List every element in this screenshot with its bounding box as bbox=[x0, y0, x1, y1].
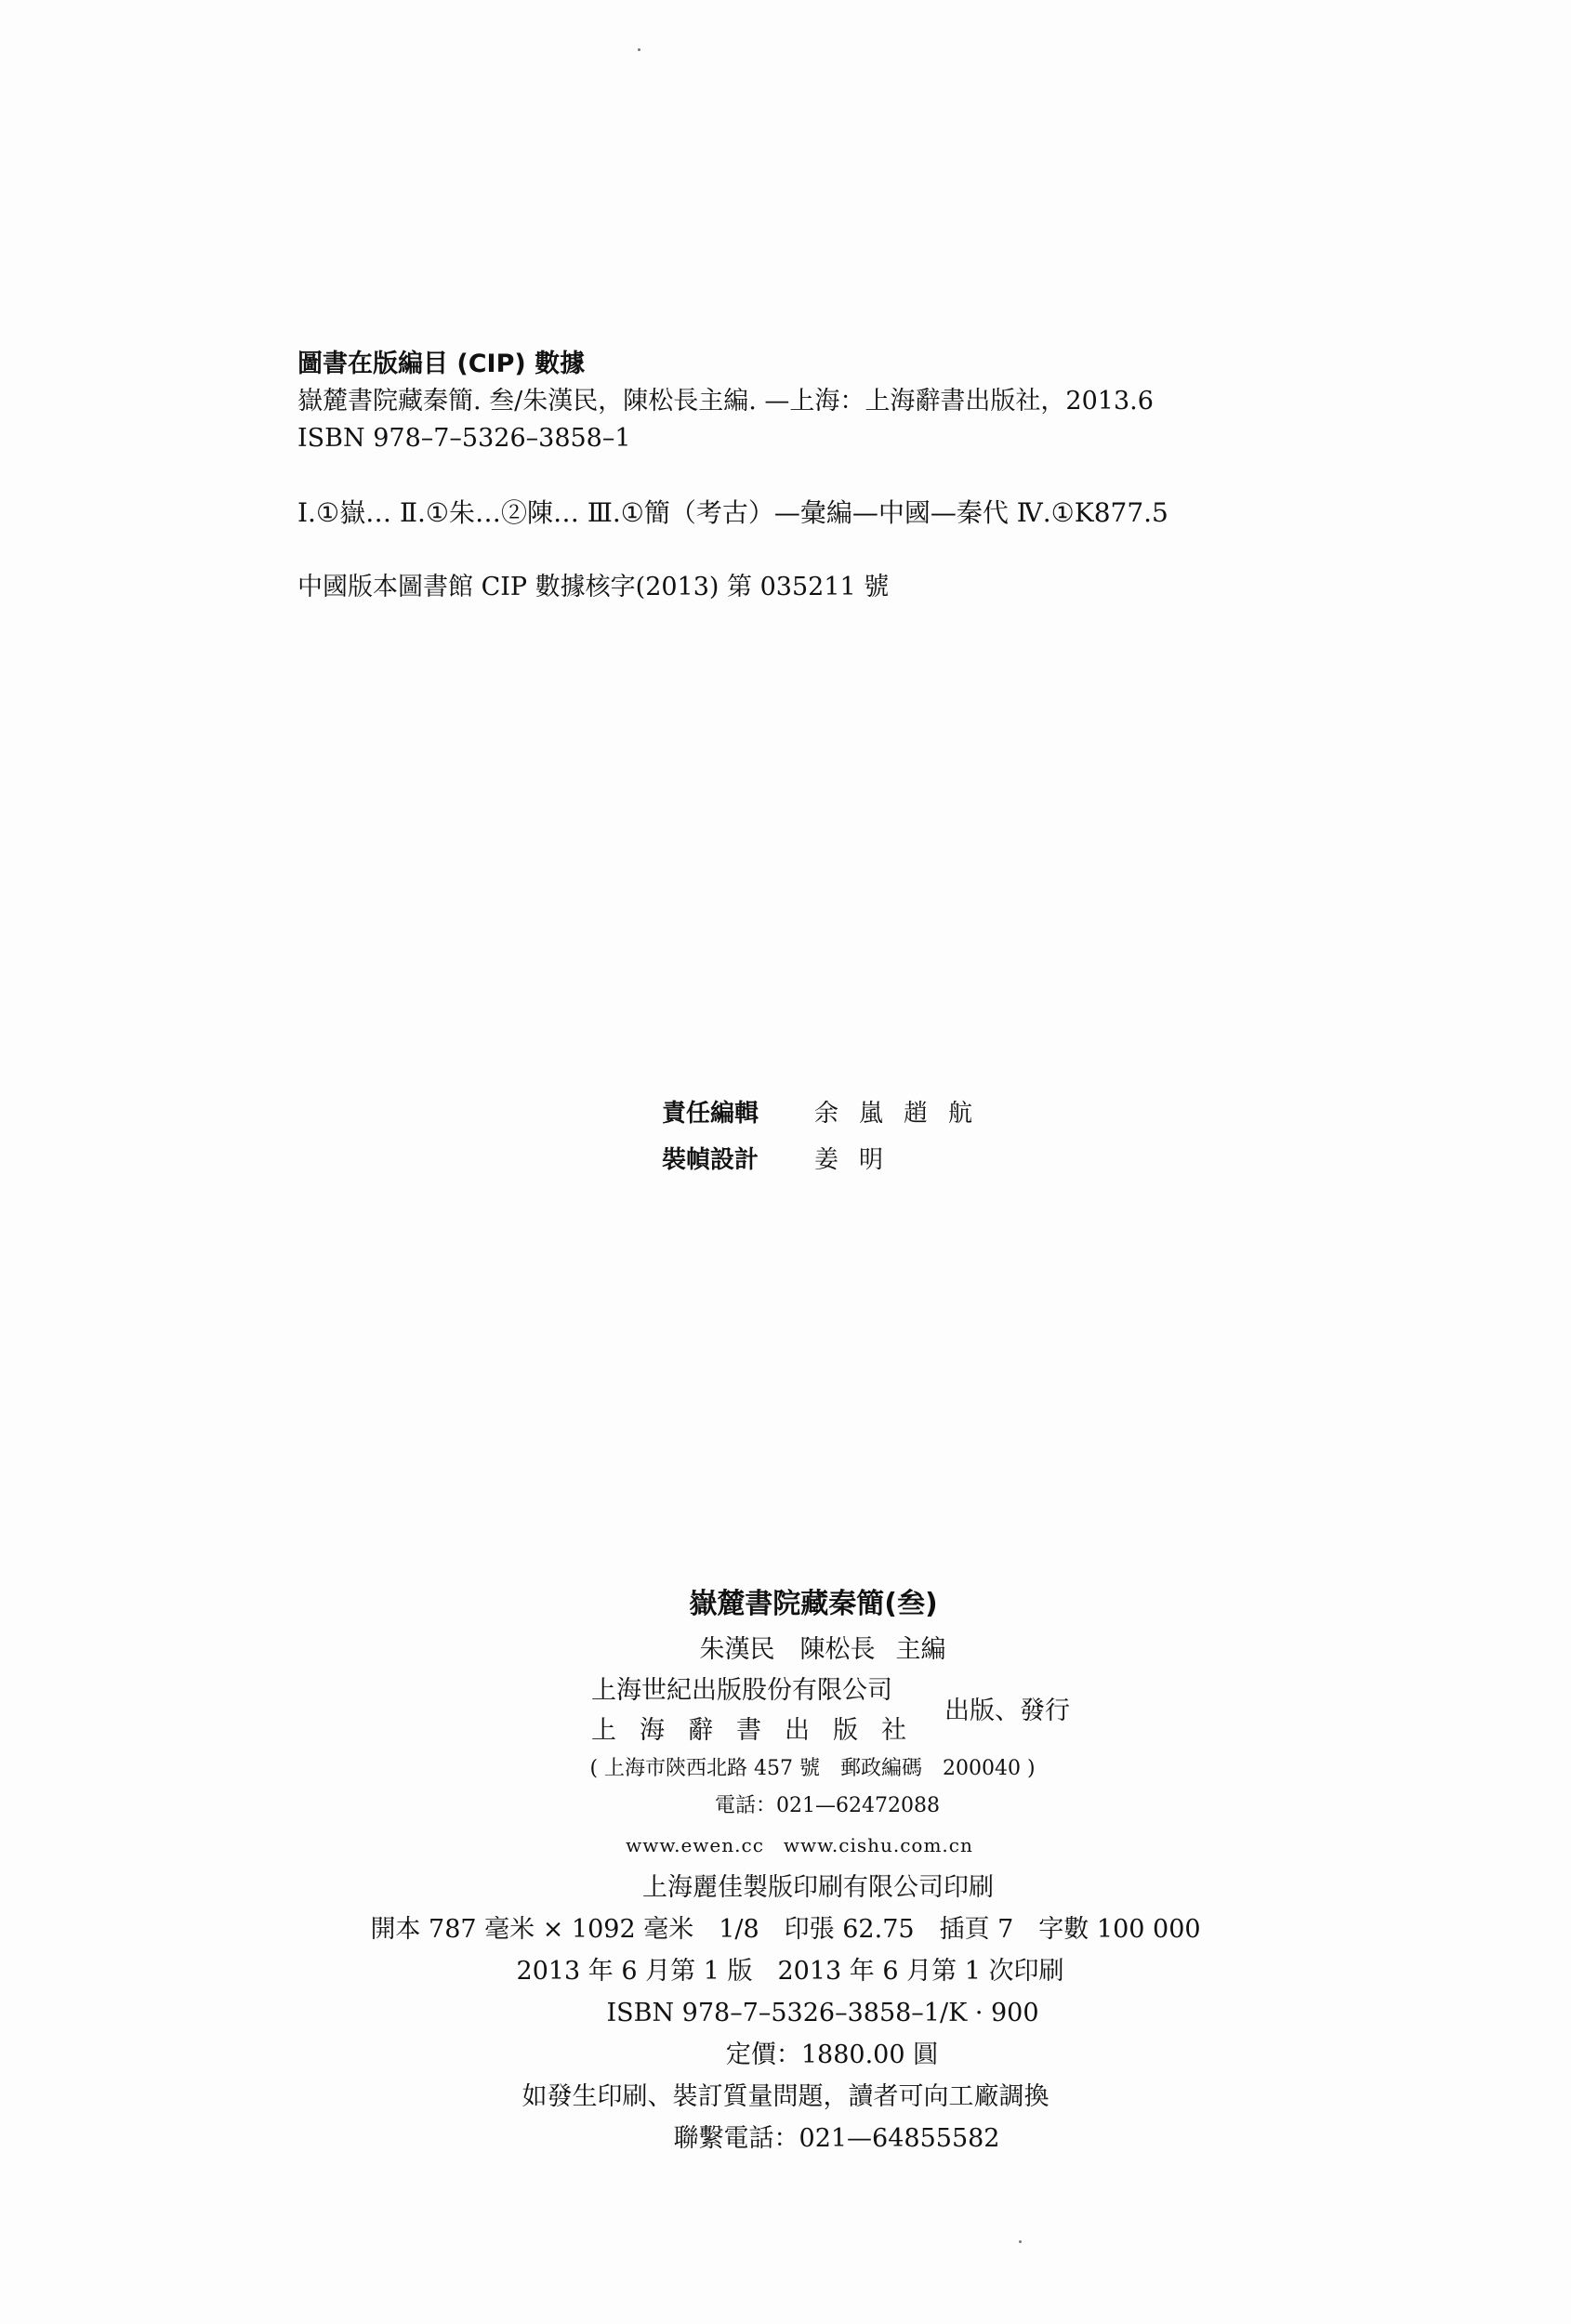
contact-phone: 聯繫電話：021—64855582 bbox=[673, 2124, 1000, 2153]
printer-line: 上海麗佳製版印刷有限公司印刷 bbox=[642, 1873, 994, 1902]
cip-heading: 圖書在版編目 (CIP) 數據 bbox=[297, 350, 586, 378]
staff-credits bbox=[662, 1088, 993, 1181]
publisher-websites: www.ewen.cc www.cishu.com.cn bbox=[626, 1834, 973, 1856]
colophon-title: 嶽麓書院藏秦簡(叁) bbox=[689, 1588, 938, 1620]
publisher-name-1: 上海世紀出版股份有限公司 bbox=[591, 1676, 892, 1705]
scan-speck bbox=[638, 48, 640, 51]
colophon-isbn: ISBN 978–7–5326–3858–1/K · 900 bbox=[606, 1999, 1039, 2027]
cip-subject-line: Ⅰ.①嶽… Ⅱ.①朱…②陳… Ⅲ.①簡（考古）—彙編—中國—秦代 Ⅳ.①K877.5 bbox=[297, 497, 1168, 528]
cip-block bbox=[297, 346, 1506, 606]
format-line: 開本 787 毫米 × 1092 毫米 1/8 印張 62.75 插頁 7 字數 100 000 bbox=[370, 1915, 1201, 1944]
designer-names: 姜明 bbox=[814, 1145, 904, 1174]
cip-isbn-line: ISBN 978–7–5326–3858–1 bbox=[297, 424, 631, 453]
staff-row-designer bbox=[662, 1134, 993, 1181]
editor-role-label: 責任編輯 bbox=[662, 1099, 759, 1128]
staff-row-editors bbox=[662, 1088, 993, 1134]
cip-approval-line: 中國版本圖書館 CIP 數據核字(2013) 第 035211 號 bbox=[297, 573, 890, 601]
colophon bbox=[0, 1580, 1571, 2159]
editor-names: 余嵐趙航 bbox=[814, 1099, 994, 1128]
price-line: 定價：1880.00 圓 bbox=[725, 2040, 939, 2069]
edition-line: 2013 年 6 月第 1 版 2013 年 6 月第 1 次印刷 bbox=[516, 1957, 1064, 1986]
scan-speck bbox=[1019, 2240, 1022, 2243]
publisher-phone: 電話：021—62472088 bbox=[715, 1794, 940, 1817]
colophon-editors-role: 主編 bbox=[895, 1635, 946, 1664]
colophon-editors-line bbox=[0, 1629, 1571, 1670]
publisher-block bbox=[0, 1670, 1571, 1750]
publisher-address: ( 上海市陝西北路 457 號 郵政編碼 200040 ) bbox=[589, 1757, 1036, 1780]
cip-record-line: 嶽麓書院藏秦簡. 叁/朱漢民，陳松長主編. —上海：上海辭書出版社，2013.6 bbox=[297, 387, 1154, 416]
quality-notice: 如發生印刷、裝訂質量問題，讀者可向工廠調換 bbox=[521, 2082, 1050, 2111]
publisher-name-2: 上海辭書出版社 bbox=[591, 1716, 930, 1745]
publisher-names bbox=[591, 1670, 930, 1750]
colophon-editors: 朱漢民 陳松長 bbox=[699, 1635, 876, 1664]
designer-role-label: 裝幀設計 bbox=[662, 1145, 759, 1174]
publisher-role: 出版、發行 bbox=[944, 1697, 1070, 1725]
